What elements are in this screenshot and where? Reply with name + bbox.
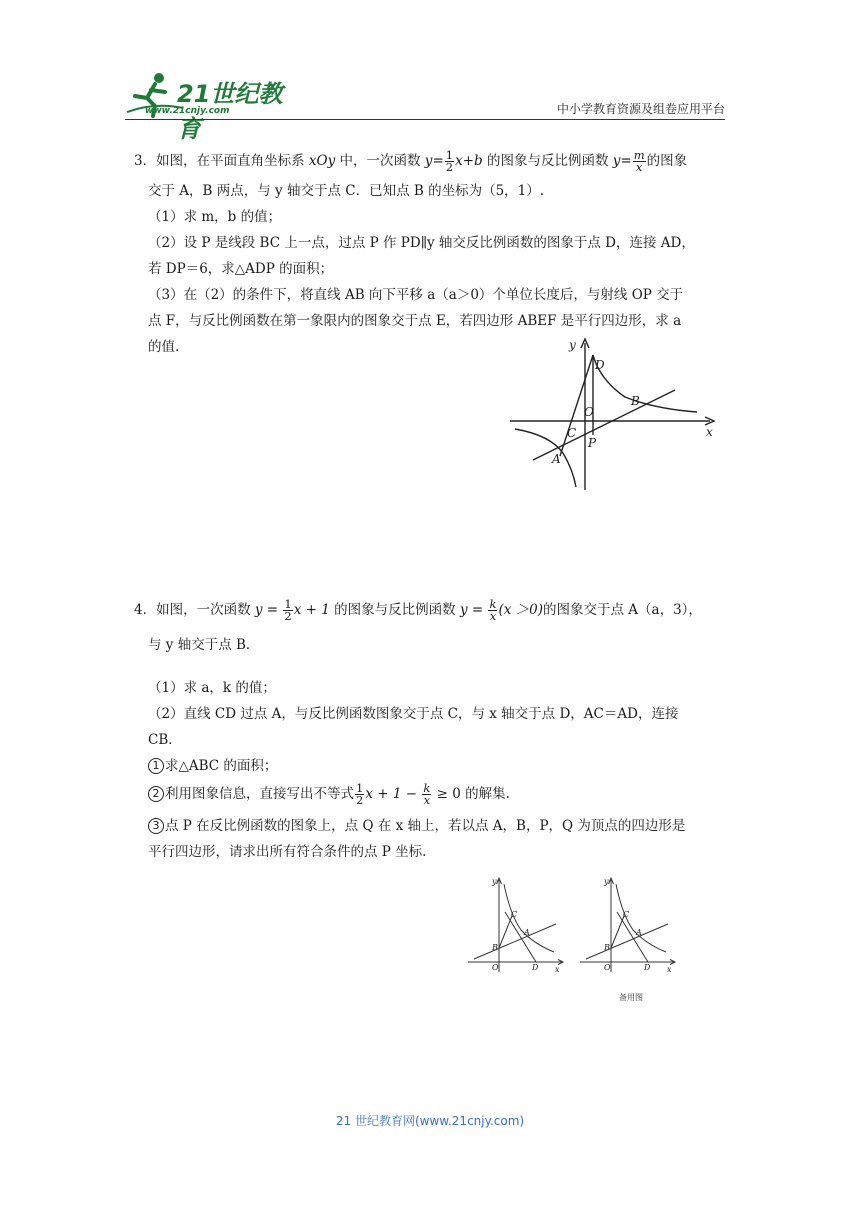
- circled-number-2: 2: [148, 786, 164, 802]
- fraction: [633, 150, 646, 173]
- q3-text: 的图象与反比例函数: [482, 153, 613, 169]
- q4-line-6: [148, 753, 277, 779]
- header-platform-text: 中小学教育资源及组卷应用平台: [556, 102, 725, 116]
- label-C: C: [567, 426, 577, 440]
- q4-text: (x ＞0): [498, 602, 543, 618]
- label-x: x: [667, 965, 672, 974]
- fraction: [355, 783, 364, 806]
- fraction-denominator: 2: [284, 609, 292, 623]
- q3-line-5: 若 DP＝6，求△ADP 的面积；: [148, 261, 334, 277]
- label-x: x: [706, 425, 713, 439]
- fraction-numerator: m: [633, 148, 645, 162]
- label-A: A: [524, 928, 530, 937]
- q4-text: ≥ 0: [432, 786, 461, 802]
- fraction: [488, 599, 497, 622]
- backup-figure-caption: 备用图: [619, 993, 643, 1002]
- q3-text: x+b: [455, 153, 483, 169]
- fraction-numerator: 1: [284, 597, 292, 611]
- q4-line-2: 与 y 轴交于点 B．: [148, 637, 260, 653]
- label-B: B: [604, 943, 610, 952]
- q4-text: 4．如图，一次函数: [134, 602, 255, 618]
- q4-text: 的解集.: [460, 786, 510, 802]
- label-O: O: [492, 963, 499, 972]
- line-CD: [617, 912, 648, 962]
- label-B: B: [631, 394, 640, 408]
- q3-line-8: 的值.: [148, 339, 180, 355]
- q3-line-7: 点 F，与反比例函数在第一象限内的图象交于点 E，若四边形 ABEF 是平行四边形，求 a: [148, 313, 682, 329]
- label-A: A: [636, 928, 642, 937]
- q3-text: =: [620, 153, 632, 169]
- fraction-denominator: 2: [445, 160, 454, 174]
- page-footer[interactable]: 21 世纪教育网(www.21cnjy.com): [335, 1114, 525, 1128]
- q4-text: y =: [254, 602, 283, 618]
- q4-line-9: 平行四边形，请求出所有符合条件的点 P 坐标.: [148, 844, 427, 860]
- label-D: D: [644, 963, 651, 972]
- logo: [125, 68, 295, 143]
- q4-line-8: [148, 813, 685, 839]
- label-P: P: [588, 436, 597, 450]
- q4-figure-main: [466, 874, 568, 974]
- header-divider: [125, 119, 725, 120]
- line-AB: [533, 390, 675, 460]
- q3-text: 中，一次函数: [335, 153, 425, 169]
- label-B: B: [492, 943, 498, 952]
- q3-text: y: [612, 153, 621, 169]
- q4-line-7: [148, 781, 510, 807]
- q4-text: x + 1 −: [365, 786, 422, 802]
- label-O: O: [604, 963, 611, 972]
- q4-text: 点 P 在反比例函数的图象上，点 Q 在 x 轴上，若以点 A，B，P，Q 为顶点的四边形是: [165, 818, 686, 834]
- q4-text: 利用图象信息，直接写出不等式: [165, 786, 354, 802]
- q4-line-5: CB．: [148, 732, 182, 748]
- fraction: [445, 150, 454, 173]
- line-AB: [586, 924, 668, 959]
- q3-text: y: [424, 153, 433, 169]
- label-D: D: [532, 963, 539, 972]
- label-y: y: [604, 877, 609, 886]
- q4-figure-backup: [578, 874, 680, 974]
- label-C: C: [511, 910, 518, 919]
- q3-line-3: （1）求 m，b 的值；: [148, 209, 282, 225]
- q3-figure: [505, 335, 730, 495]
- logo-url: www.21cnjy.com: [145, 106, 230, 116]
- q4-line-4: （2）直线 CD 过点 A，与反比例函数图象交于点 C，与 x 轴交于点 D，AC＝AD，连接: [148, 706, 679, 722]
- logo-text: 21世纪教育: [177, 80, 283, 143]
- q4-text: y =: [459, 602, 488, 618]
- q3-text: xOy: [308, 153, 336, 169]
- fraction: [283, 599, 292, 622]
- fraction-denominator: x: [423, 793, 431, 807]
- q3-text: 3．如图，在平面直角坐标系: [134, 153, 309, 169]
- label-D: D: [595, 358, 605, 372]
- hyperbola-branch-1: [593, 355, 697, 412]
- circled-number-1: 1: [148, 758, 164, 774]
- label-C: C: [623, 910, 630, 919]
- label-x: x: [555, 965, 560, 974]
- q4-line-3: （1）求 a，k 的值；: [148, 680, 276, 696]
- fraction-numerator: 1: [356, 781, 364, 795]
- page-header: [125, 60, 725, 143]
- fraction: [422, 783, 431, 806]
- q3-line-4: （2）设 P 是线段 BC 上一点，过点 P 作 PD∥y 轴交反比例函数的图象于点 D，连接 AD，: [148, 235, 695, 251]
- label-A: A: [552, 452, 561, 466]
- q4-text: 的图象交于点 A（a，3），: [542, 602, 702, 618]
- q3-line-2: 交于 A，B 两点，与 y 轴交于点 C．已知点 B 的坐标为（5，1）.: [148, 183, 545, 199]
- label-y: y: [569, 338, 576, 352]
- label-y: y: [492, 877, 497, 886]
- fraction-denominator: 2: [356, 793, 364, 807]
- q4-text: x + 1: [293, 602, 330, 618]
- fraction-denominator: x: [635, 160, 643, 174]
- q3-text: =: [432, 153, 444, 169]
- q4-text: 求△ABC 的面积；: [165, 758, 278, 774]
- q3-line-1: [134, 148, 687, 174]
- q4-text: 的图象与反比例函数: [329, 602, 460, 618]
- fraction-numerator: 1: [445, 148, 454, 162]
- q4-line-1: [134, 597, 702, 623]
- circled-number-3: 3: [148, 818, 164, 834]
- q3-text: 的图象: [646, 153, 688, 169]
- fraction-numerator: k: [489, 597, 497, 611]
- fraction-denominator: x: [489, 609, 497, 623]
- line-AB: [474, 924, 556, 959]
- fraction-numerator: k: [423, 781, 431, 795]
- line-CD: [505, 912, 536, 962]
- q3-line-6: （3）在（2）的条件下，将直线 AB 向下平移 a（a＞0）个单位长度后，与射线 OP 交于: [148, 287, 684, 303]
- label-O: O: [584, 405, 594, 419]
